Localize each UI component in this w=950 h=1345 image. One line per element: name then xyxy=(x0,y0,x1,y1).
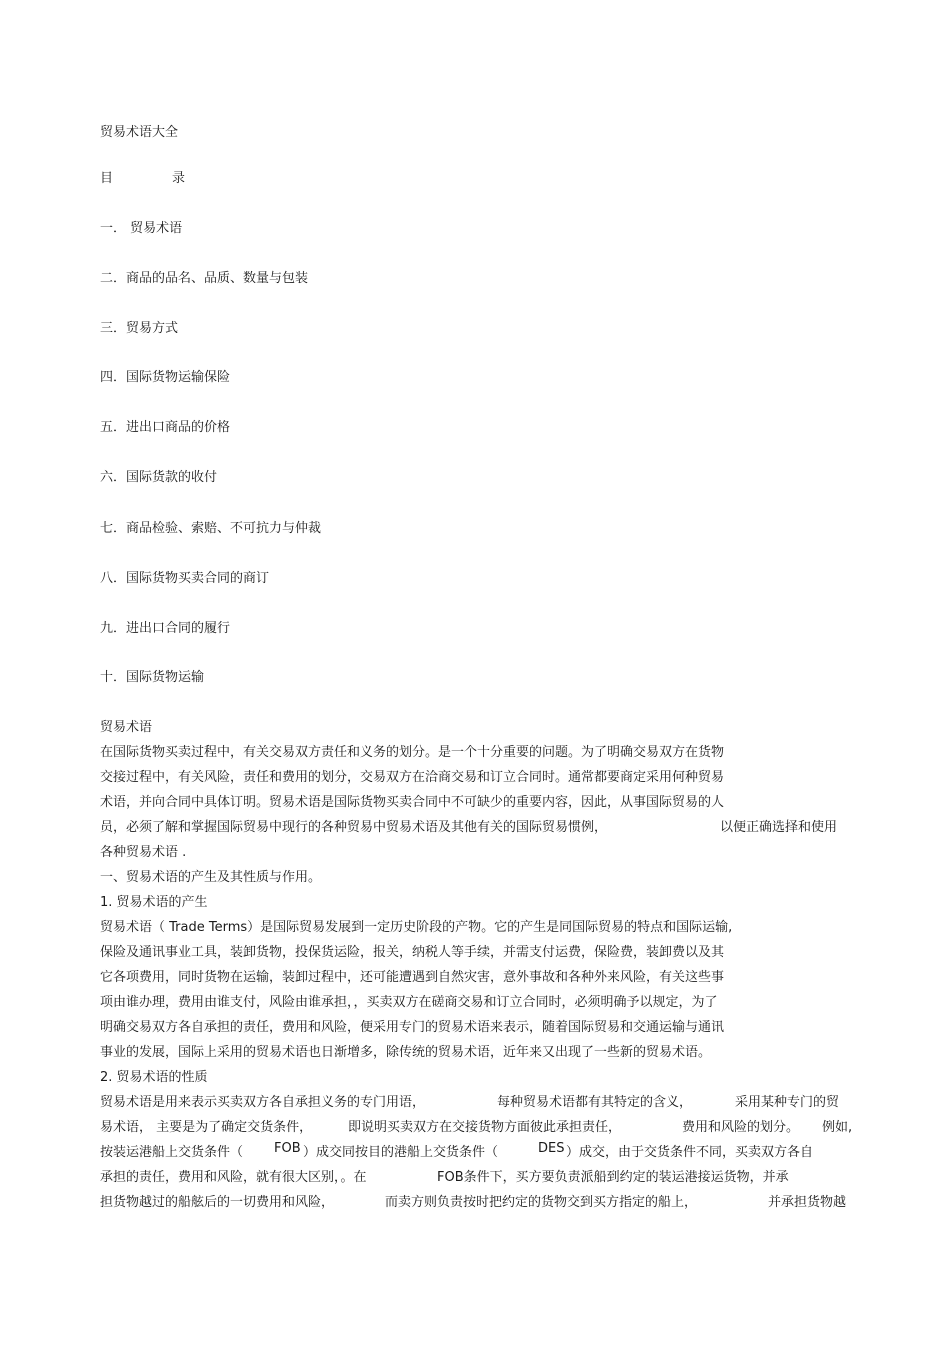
toc-item: 四．国际货物运输保险 xyxy=(100,370,231,385)
origin-line: 明确交易双方各自承担的责任，费用和风险，便采用专门的贸易术语来表示，随着国际贸易和交通运输与通讯 xyxy=(100,1020,725,1035)
subsection-heading: 1. 贸易术语的产生 xyxy=(100,895,208,910)
origin-line: 保险及通讯事业工具，装卸货物，投保货运险，报关，纳税人等手续，并需支付运费，保险费，装卸费以及其 xyxy=(100,945,725,960)
nature-text: 采用某种专门的贸 xyxy=(735,1095,840,1110)
toc-item: 一． 贸易术语 xyxy=(100,221,183,236)
nature-text: ）成交同按目的港船上交货条件（ xyxy=(303,1145,499,1160)
nature-text: 承担的责任，费用和风险，就有很大区别，。在 xyxy=(100,1170,367,1185)
origin-line: 它各项费用，同时货物在运输，装卸过程中，还可能遭遇到自然灾害，意外事故和各种外来风险，有关这些事 xyxy=(100,970,725,985)
toc-heading-left: 目 xyxy=(100,171,114,186)
toc-item: 二．商品的品名、品质、数量与包装 xyxy=(100,271,309,286)
document-title: 贸易术语大全 xyxy=(100,125,179,140)
origin-line: 事业的发展，国际上采用的贸易术语也日渐增多，除传统的贸易术语，近年来又出现了一些新的贸易术语。 xyxy=(100,1045,712,1060)
toc-item: 七．商品检验、索赔、不可抗力与仲裁 xyxy=(100,521,322,536)
toc-item: 五．进出口商品的价格 xyxy=(100,420,231,435)
nature-text: 即说明买卖双方在交接货物方面彼此承担责任， xyxy=(348,1120,622,1135)
nature-text: 贸易术语是用来表示买卖双方各自承担义务的专门用语， xyxy=(100,1095,426,1110)
intro-line: 交接过程中，有关风险，责任和费用的划分，交易双方在洽商交易和订立合同时。通常都要商定采用何种贸易 xyxy=(100,770,725,785)
toc-item: 六．国际货款的收付 xyxy=(100,470,218,485)
nature-text: 而卖方则负责按时把约定的货物交到买方指定的船上， xyxy=(385,1195,698,1210)
nature-text: ）成交，由于交货条件不同，买卖双方各自 xyxy=(566,1145,814,1160)
toc-item: 九．进出口合同的履行 xyxy=(100,621,231,636)
section-title: 贸易术语 xyxy=(100,720,153,735)
intro-line-tail: 以便正确选择和使用 xyxy=(720,820,838,835)
toc-heading-right: 录 xyxy=(172,171,186,186)
toc-item: 八．国际货物买卖合同的商订 xyxy=(100,571,270,586)
toc-item: 三．贸易方式 xyxy=(100,321,179,336)
subsection-heading: 2. 贸易术语的性质 xyxy=(100,1070,208,1085)
intro-line: 各种贸易术语 . xyxy=(100,845,187,860)
origin-line: 项由谁办理，费用由谁支付，风险由谁承担，，买卖双方在磋商交易和订立合同时，必须明确予以规定，为了 xyxy=(100,995,718,1010)
intro-line: 员，必须了解和掌握国际贸易中现行的各种贸易中贸易术语及其他有关的国际贸易惯例， xyxy=(100,820,608,835)
nature-text: 例如, xyxy=(822,1120,853,1135)
term-des: DES xyxy=(538,1141,565,1156)
intro-line: 术语，并向合同中具体订明。贸易术语是国际货物买卖合同中不可缺少的重要内容，因此，从事国际贸易的人 xyxy=(100,795,725,810)
subsection-heading: 一、贸易术语的产生及其性质与作用。 xyxy=(100,870,322,885)
nature-text: 按装运港船上交货条件（ xyxy=(100,1145,244,1160)
nature-text: 易术语， 主要是为了确定交货条件， xyxy=(100,1120,313,1135)
intro-line: 在国际货物买卖过程中，有关交易双方责任和义务的划分。是一个十分重要的问题。为了明确交易双方在货物 xyxy=(100,745,725,760)
toc-item: 十．国际货物运输 xyxy=(100,670,205,685)
origin-line: 贸易术语（ Trade Terms）是国际贸易发展到一定历史阶段的产物。它的产生是同国际贸易的特点和国际运输, xyxy=(100,920,733,935)
nature-text: 每种贸易术语都有其特定的含义， xyxy=(497,1095,693,1110)
nature-text: FOB条件下，买方要负责派船到约定的装运港接运货物，并承 xyxy=(437,1170,789,1185)
term-fob: FOB xyxy=(274,1141,301,1156)
nature-text: 并承担货物越 xyxy=(768,1195,847,1210)
nature-text: 担货物越过的船舷后的一切费用和风险， xyxy=(100,1195,335,1210)
nature-text: 费用和风险的划分。 xyxy=(682,1120,800,1135)
